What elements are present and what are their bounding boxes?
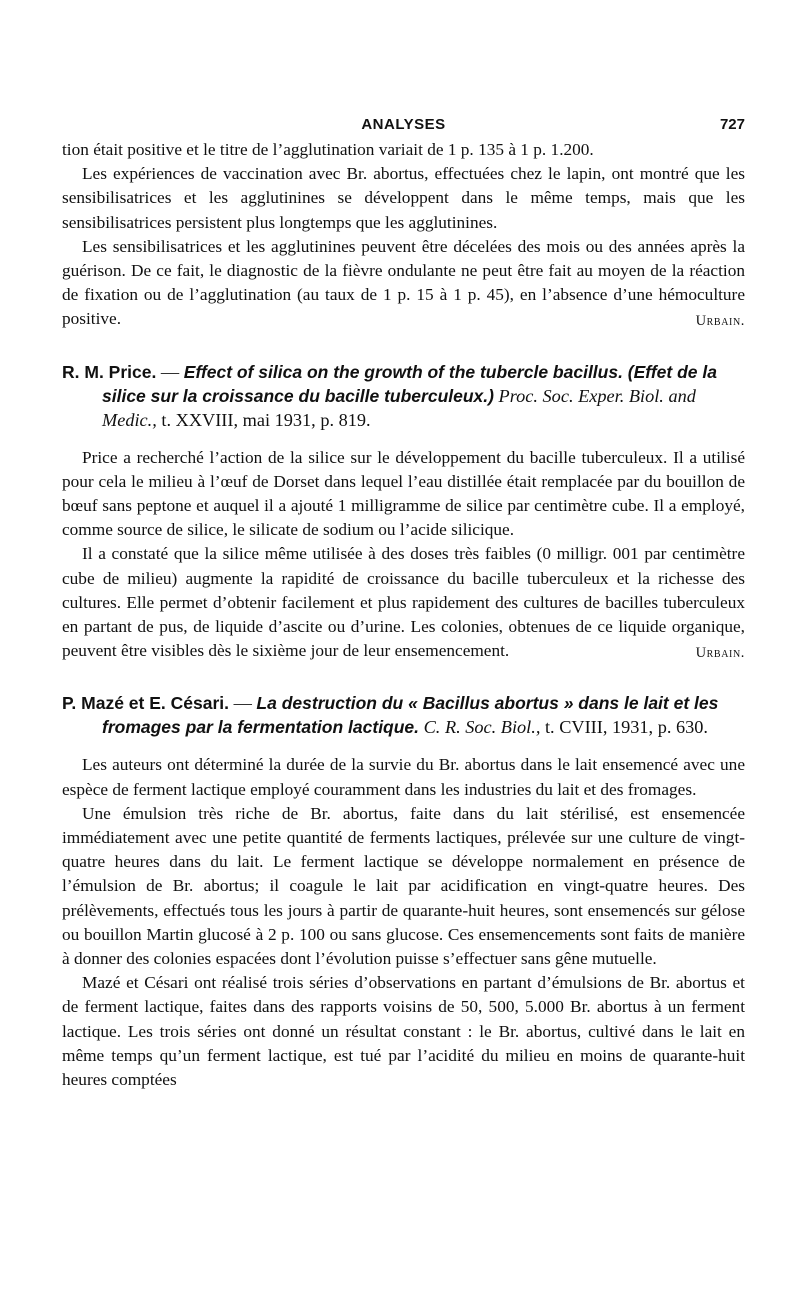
paragraph-text: Il a constaté que la silice même utilisée à des doses très faibles (0 milligr. 001 par centimètre cube de milieu) augmente la rapidité de croissance du bacille tuberculeux et la richesse des cultures. Elle permet d’obtenir facilement et plus rapidement des cultures de bacilles tuberculeux en partant de pus, de liquide d’ascite ou d’urine. Les colonies, obtenues de ce liquide organique, peuvent être visibles dès le sixième jour de leur ensemencement.: [62, 544, 745, 661]
entry-reference: t. CVIII, 1931, p. 630.: [540, 717, 708, 738]
paragraph: Une émulsion très riche de Br. abortus, faite dans du lait stérilisé, est ensemencée immédiatement avec une petite quantité de ferments lactiques, prélevée sur une culture de vingt-quatre heures dans du lait. Le ferment lactique se développe normalement en présence de l’émulsion de Br. abortus; il coagule le lait par acidification en vingt-quatre heures. Des prélèvements, effectués tous les jours à partir de quarante-huit heures, sont ensemencés sur gélose ou bouillon Martin glucosé à 2 p. 100 ou sans glucose. Ces ensemencements sont faits de manière à donner des colonies espacées dont l’évolution puisse s’effectuer sans gêne mutuelle.: [62, 803, 745, 969]
entry-heading: [62, 691, 745, 739]
bibliographic-entry: [62, 691, 745, 1092]
entry-authors: P. Mazé et E. Césari.: [62, 693, 229, 714]
paragraph: Les expériences de vaccination avec Br. abortus, effectuées chez le lapin, ont montré que les sensibilisatrices et les agglutinines se développent dans le même temps, mais que les sensibilisatrices persistent plus longtemps que les agglutinines.: [62, 164, 745, 232]
entry-journal: C. R. Soc. Biol.,: [423, 717, 541, 738]
document-page: [62, 112, 745, 1092]
page-number: 727: [719, 116, 745, 133]
running-header: [62, 112, 745, 138]
paragraph: [62, 542, 745, 663]
paragraph-text: Les sensibilisatrices et les agglutinines peuvent être décelées des mois ou des années après la guérison. De ce fait, le diagnostic de la fièvre ondulante ne peut être fait au moyen de la réaction de fixation ou de l’agglutination (au taux de 1 p. 15 à 1 p. 45), en l’absence d’une hémoculture positive.: [62, 236, 745, 329]
entry-dash: —: [156, 361, 184, 382]
continuation-section: [62, 138, 745, 332]
entry-reference: t. XXVIII, mai 1931, p. 819.: [156, 409, 371, 430]
entry-journal: Proc. Soc. Exper. Biol. and Medic.,: [102, 385, 696, 430]
entry-title: Effect of silica on the growth of the tubercle bacillus. (Effet de la silice sur la croissance du bacille tuberculeux.): [102, 361, 717, 406]
paragraph: tion était positive et le titre de l’agglutination variait de 1 p. 135 à 1 p. 1.200.: [62, 140, 594, 159]
entry-title: La destruction du « Bacillus abortus » dans le lait et les fromages par la fermentation lactique.: [102, 693, 719, 738]
bibliographic-entry: [62, 360, 745, 664]
paragraph: Les auteurs ont déterminé la durée de la survie du Br. abortus dans le lait ensemencé avec une espèce de ferment lactique employé couramment dans les industries du lait et des fromages.: [62, 755, 745, 799]
entry-heading: [62, 360, 745, 432]
paragraph: Mazé et Césari ont réalisé trois séries d’observations en partant d’émulsions de Br. abortus et de ferment lactique, faites dans des rapports voisins de 50, 500, 5.000 Br. abortus à un ferment lactique. Les trois séries ont donné un résultat constant : le Br. abortus, cultivé dans le lait en même temps qu’un ferment lactique, est tué par l’acidité du milieu en moins de quarante-huit heures comptées: [62, 973, 745, 1090]
signature: Urbain.: [695, 313, 745, 330]
page-title: ANALYSES: [361, 116, 446, 133]
paragraph: [62, 235, 745, 332]
paragraph: Price a recherché l’action de la silice sur le développement du bacille tuberculeux. Il a utilisé pour cela le milieu à l’œuf de Dorset dans lequel l’eau distillée était remplacée par du bouillon de bœuf sans peptone et auquel il a ajouté 1 milligramme de silice par centimètre cube. Il a employé, comme source de silice, le silicate de sodium ou l’acide silicique.: [62, 447, 745, 540]
entry-dash: —: [229, 693, 257, 714]
entry-authors: R. M. Price.: [62, 361, 157, 382]
signature: Urbain.: [695, 645, 745, 662]
